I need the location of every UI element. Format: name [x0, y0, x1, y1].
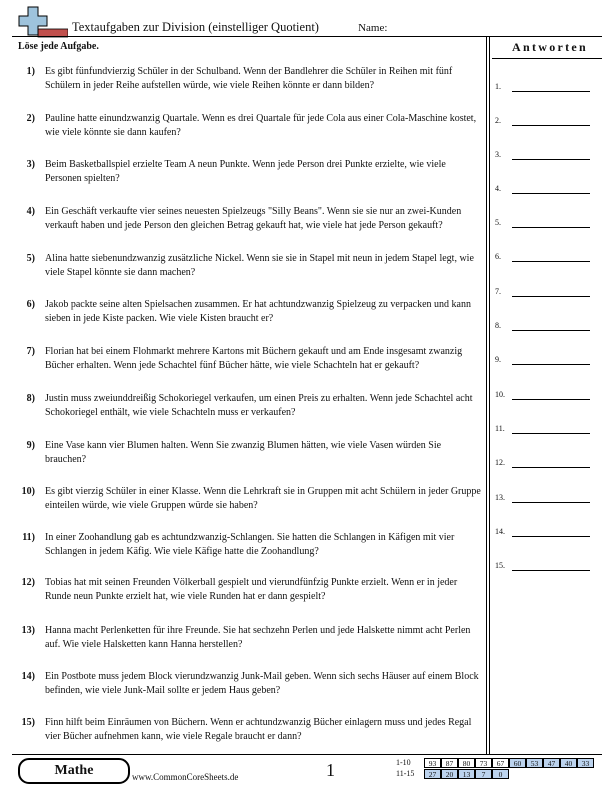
answer-underline	[512, 330, 590, 331]
problem-number: 5)	[26, 253, 35, 264]
score-cell: 20	[441, 769, 458, 779]
problem-number: 1)	[26, 66, 35, 77]
answer-underline	[512, 570, 590, 571]
answer-column-divider-right	[489, 36, 490, 754]
score-cell: 7	[475, 769, 492, 779]
answer-underline	[512, 467, 590, 468]
answer-underline	[512, 502, 590, 503]
problem-number: 2)	[26, 113, 35, 124]
problem-4	[12, 205, 484, 232]
score-cell: 73	[475, 758, 492, 768]
answer-underline	[512, 91, 590, 92]
problem-text: Alina hatte siebenundzwanzig zusätzliche Nickel. Wenn sie sie in Stapel mit neun in jedem Stapel legt, wie viele Stapel könnte sie dann machen?	[45, 253, 474, 278]
problem-number: 14)	[21, 671, 35, 682]
answer-underline	[512, 296, 590, 297]
problem-number: 9)	[26, 440, 35, 451]
problem-text: Finn hilft beim Einräumen von Büchern. Wenn er achtundzwanzig Bücher einlagern muss und jedes Regal vier Bücher aufnehmen kann, wie viele Regale braucht er dann?	[45, 717, 472, 742]
score-cell: 40	[560, 758, 577, 768]
answer-underline	[512, 364, 590, 365]
score-cell: 0	[492, 769, 509, 779]
problem-number: 7)	[26, 346, 35, 357]
problem-text: Es gibt vierzig Schüler in einer Klasse. Wenn die Lehrkraft sie in Gruppen mit acht Schülern in jeder Gruppe einteilen würde, wie viele Gruppen würde sie haben?	[45, 486, 481, 511]
instructions: Löse jede Aufgabe.	[18, 41, 99, 52]
answers-title: Antworten	[512, 40, 589, 54]
page-number: 1	[326, 760, 335, 780]
answer-underline	[512, 159, 590, 160]
problem-text: Tobias hat mit seinen Freunden Völkerball gespielt und vierundfünfzig Punkte erzielt. Wenn er in jeder Runde neun Punkte erzielt hat, wie viele Runden hat er dann gespielt?	[45, 577, 458, 602]
answer-line-14[interactable]	[495, 527, 595, 536]
answer-line-8[interactable]	[495, 321, 595, 330]
answer-line-9[interactable]	[495, 355, 595, 364]
problem-7	[12, 345, 484, 372]
problem-13	[12, 624, 484, 651]
score-cell: 27	[424, 769, 441, 779]
answers-title-rule	[492, 58, 602, 59]
problem-9	[12, 439, 484, 466]
problem-14	[12, 670, 484, 697]
score-row-1-label: 1-10	[396, 758, 411, 767]
problem-10	[12, 485, 484, 512]
problem-number: 6)	[26, 299, 35, 310]
problem-text: Hanna macht Perlenketten für ihre Freunde. Sie hat sechzehn Perlen und jede Halskette nimmt acht Perlen auf. Wie viele Halsketten kann Hanna herstellen?	[45, 625, 471, 650]
answer-number: 14.	[495, 527, 505, 536]
problem-text: Jakob packte seine alten Spielsachen zusammen. Er hat achtundzwanzig Spielzeug zu verpacken und kann sieben in jede Kiste packen. Wie viele Kisten braucht er?	[45, 299, 471, 324]
worksheet-header	[72, 20, 387, 35]
score-cell: 67	[492, 758, 509, 768]
answer-number: 8.	[495, 321, 501, 330]
answer-underline	[512, 433, 590, 434]
name-label: Name:	[358, 22, 388, 34]
score-cell: 93	[424, 758, 441, 768]
answer-number: 3.	[495, 150, 501, 159]
problem-text: Florian hat bei einem Flohmarkt mehrere Kartons mit Büchern gekauft und am Ende insgesamt zwanzig Bücher erhalten. Wenn jede Schachtel fünf Bücher hätte, wie viele Schachteln hat er gekauft?	[45, 346, 463, 371]
score-cell: 60	[509, 758, 526, 768]
answer-underline	[512, 227, 590, 228]
answer-number: 2.	[495, 116, 501, 125]
problem-text: Ein Geschäft verkaufte vier seines neuesten Spielzeugs "Silly Beans". Wenn sie sie nur an zwei-Kunden verkauft haben und jede Person den gleichen Betrag gekauft hat, wie viele hat jede Person gekauft?	[45, 206, 462, 231]
problem-text: Eine Vase kann vier Blumen halten. Wenn Sie zwanzig Blumen hätten, wie viele Vasen würden Sie brauchen?	[45, 440, 442, 465]
answer-line-10[interactable]	[495, 390, 595, 399]
problem-text: Pauline hatte einundzwanzig Quartale. Wenn es drei Quartale für jede Cola aus einer Cola-Maschine kostet, wie viele könnte sie dann kaufen?	[45, 113, 477, 138]
worksheet-title: Textaufgaben zur Division (einstelliger Quotient)	[72, 20, 319, 34]
problem-text: Es gibt fünfundvierzig Schüler in der Schulband. Wenn der Bandlehrer die Schüler in Reihen mit fünf Schülern in jeder Reihe aufstellen würde, wie viele Reihen könnte er dann bilden?	[45, 66, 453, 91]
answer-line-1[interactable]	[495, 82, 595, 91]
answer-line-12[interactable]	[495, 458, 595, 467]
answer-number: 13.	[495, 493, 505, 502]
answer-number: 4.	[495, 184, 501, 193]
problem-8	[12, 392, 484, 419]
footer-url[interactable]: www.CommonCoreSheets.de	[132, 772, 239, 782]
answer-underline	[512, 261, 590, 262]
problem-15	[12, 716, 484, 743]
answer-number: 15.	[495, 561, 505, 570]
answer-line-13[interactable]	[495, 493, 595, 502]
answer-underline	[512, 193, 590, 194]
problem-number: 3)	[26, 159, 35, 170]
problem-number: 11)	[22, 532, 35, 543]
answer-number: 5.	[495, 218, 501, 227]
answer-line-6[interactable]	[495, 252, 595, 261]
answer-number: 11.	[495, 424, 505, 433]
score-row-2-label: 11-15	[396, 769, 415, 778]
problem-1	[12, 65, 484, 92]
score-cell: 80	[458, 758, 475, 768]
footer-rule	[12, 754, 602, 755]
answer-number: 10.	[495, 390, 505, 399]
answer-line-11[interactable]	[495, 424, 595, 433]
problem-number: 10)	[21, 486, 35, 497]
problem-number: 4)	[26, 206, 35, 217]
answer-underline	[512, 125, 590, 126]
problem-number: 8)	[26, 393, 35, 404]
problem-text: Beim Basketballspiel erzielte Team A neun Punkte. Wenn jede Person drei Punkte erzielte, wie viele Personen spielten?	[45, 159, 446, 184]
problem-2	[12, 112, 484, 139]
score-cell: 53	[526, 758, 543, 768]
problem-12	[12, 576, 484, 603]
answer-number: 7.	[495, 287, 501, 296]
logo-plus-icon	[16, 6, 68, 38]
problem-number: 13)	[21, 625, 35, 636]
problem-text: Ein Postbote muss jedem Block vierundzwanzig Junk-Mail geben. Wenn sich sechs Häuser auf einem Block befinden, wie viele Junk-Mail sollte er jedem Haus geben?	[45, 671, 479, 696]
answer-number: 12.	[495, 458, 505, 467]
header-rule	[12, 36, 602, 37]
score-cell: 87	[441, 758, 458, 768]
score-table-row-2	[424, 769, 509, 779]
problem-number: 12)	[21, 577, 35, 588]
problem-5	[12, 252, 484, 279]
subject-badge: Mathe	[18, 758, 130, 784]
problem-6	[12, 298, 484, 325]
answer-line-4[interactable]	[495, 184, 595, 193]
problem-text: In einer Zoohandlung gab es achtundzwanzig-Schlangen. Sie hatten die Schlangen in Käfigen mit vier Schlangen in jedem Käfig. Wie viele Käfige hatte die Zoohandlung?	[45, 532, 455, 557]
score-table-row-1	[424, 758, 594, 768]
answer-underline	[512, 399, 590, 400]
answer-number: 1.	[495, 82, 501, 91]
problem-3	[12, 158, 484, 185]
problem-number: 15)	[21, 717, 35, 728]
answer-line-7[interactable]	[495, 287, 595, 296]
problem-text: Justin muss zweiunddreißig Schokoriegel verkaufen, um einen Preis zu erhalten. Wenn jede Schachtel acht Schokoriegel enthält, wie viele Schachteln muss er verkaufen?	[45, 393, 473, 418]
problem-11	[12, 531, 484, 558]
score-cell: 13	[458, 769, 475, 779]
answer-underline	[512, 536, 590, 537]
answer-number: 6.	[495, 252, 501, 261]
answer-line-5[interactable]	[495, 218, 595, 227]
answer-column-divider-left	[486, 36, 487, 754]
answer-line-2[interactable]	[495, 116, 595, 125]
answer-line-15[interactable]	[495, 561, 595, 570]
score-cell: 47	[543, 758, 560, 768]
answer-number: 9.	[495, 355, 501, 364]
answer-line-3[interactable]	[495, 150, 595, 159]
score-cell: 33	[577, 758, 594, 768]
